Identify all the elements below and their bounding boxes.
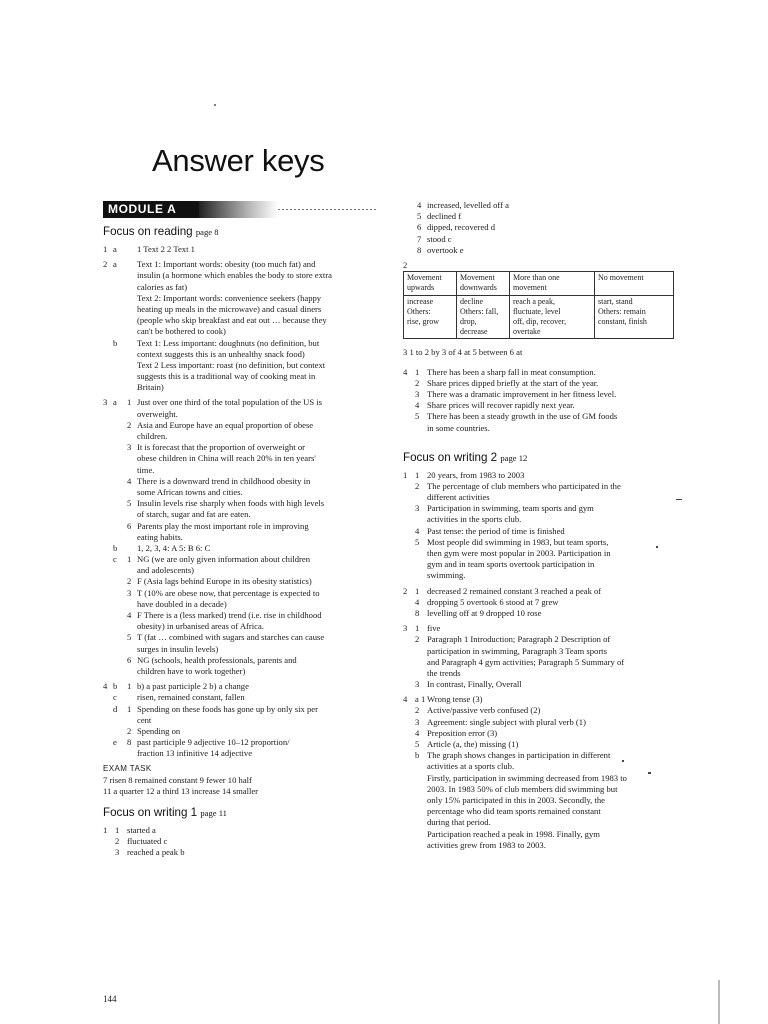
answer-line	[103, 338, 381, 349]
answer-line	[403, 646, 693, 657]
answer-line	[103, 632, 381, 643]
exam-line: 11 a quarter 12 a third 13 increase 14 smaller	[103, 785, 259, 796]
answer-number: 4	[127, 475, 132, 486]
answer-line	[103, 293, 381, 304]
answer-text: insulin (a hormone which enables the body to store extra	[137, 270, 332, 281]
answer-text: levelling off at 9 dropped 10 rose	[427, 607, 542, 618]
table-header-row	[404, 272, 674, 295]
answer-number: 1	[415, 469, 420, 480]
answer-number: 3	[415, 716, 420, 727]
answer-line	[103, 360, 381, 371]
answer-line	[103, 371, 381, 382]
q3-line: 3 1 to 2 by 3 of 4 at 5 between 6 at	[403, 347, 523, 358]
writing2-page-ref: page 12	[500, 452, 528, 463]
answer-number: 3	[415, 503, 420, 514]
stray-mark	[648, 772, 651, 774]
answer-text: Share prices will recover rapidly next year.	[427, 400, 575, 411]
answer-text: obese children in China will reach 20% in ten years'	[137, 453, 316, 464]
writing1-answers	[103, 825, 381, 859]
answer-line	[403, 829, 693, 840]
answer-number: a	[113, 259, 117, 270]
answer-line	[103, 409, 381, 420]
answer-text: Text 1: Important words: obesity (too much fat) and	[137, 259, 316, 270]
answer-text: F (Asia lags behind Europe in its obesity statistics)	[137, 576, 312, 587]
answer-line	[103, 532, 381, 543]
answer-number: 4	[415, 727, 420, 738]
answer-text: gym and in team sports overtook participation in	[427, 559, 595, 570]
answer-number: 8	[417, 244, 422, 255]
answer-text: calories as fat)	[137, 281, 188, 292]
spacer	[103, 797, 381, 805]
answer-line	[103, 836, 381, 847]
answer-line	[403, 211, 693, 222]
answer-text: activities at a sports club.	[427, 761, 515, 772]
answer-line	[103, 442, 381, 453]
answer-text: during that period.	[427, 817, 491, 828]
answer-line	[103, 576, 381, 587]
stray-mark	[214, 104, 216, 106]
answer-line	[103, 282, 381, 293]
answer-line	[403, 634, 693, 645]
answer-number: 4	[103, 681, 108, 692]
exam-task-heading: EXAM TASK	[103, 764, 152, 774]
answer-text: T (fat … combined with sugars and starches can cause	[137, 632, 325, 643]
answer-text: Past tense: the period of time is finished	[427, 525, 565, 536]
answer-line	[403, 586, 693, 597]
answer-number: 6	[127, 654, 132, 665]
table-cell: reach a peak, fluctuate, level off, dip, recover, overtake	[510, 295, 595, 339]
answer-line	[403, 679, 693, 690]
answer-text: heating up meals in the microwave) and casual diners	[137, 303, 322, 314]
answer-text: There was a dramatic improvement in her fitness level.	[427, 388, 617, 399]
answer-line	[403, 773, 693, 784]
answer-text: surges in insulin levels)	[137, 643, 219, 654]
answer-text: Text 1: Less important: doughnuts (no definition, but	[137, 337, 320, 348]
answer-text: The percentage of club members who participated in the	[427, 480, 621, 491]
reading-heading-text: Focus on reading	[103, 225, 193, 238]
answer-line	[403, 623, 693, 634]
answer-line	[103, 397, 381, 408]
answer-text: context suggests this is an unhealthy snack food)	[137, 348, 305, 359]
answer-line	[103, 692, 381, 703]
answer-line	[103, 599, 381, 610]
answer-text: fraction 13 infinitive 14 adjective	[137, 748, 253, 759]
answer-text: Spending on these foods has gone up by only six per	[137, 703, 318, 714]
answer-number: 4	[415, 596, 420, 607]
answer-number: 2	[115, 836, 120, 847]
answer-number: 2	[415, 377, 420, 388]
answer-text: Text 2 Less important: roast (no definition, but context	[137, 359, 326, 370]
answer-text: There has been a sharp fall in meat consumption.	[427, 366, 596, 377]
answer-number: 8	[415, 607, 420, 618]
table-header: No movement	[595, 272, 674, 295]
answer-line	[103, 543, 381, 554]
answer-line	[103, 644, 381, 655]
answer-text: There has been a steady growth in the use of GM foods	[427, 411, 618, 422]
writing1-continued	[403, 200, 693, 256]
answer-number: 1	[127, 397, 132, 408]
answer-line	[103, 315, 381, 326]
answer-text: Britain)	[137, 382, 164, 393]
writing2-answers	[403, 470, 693, 851]
answer-line	[103, 382, 381, 393]
answer-line	[103, 304, 381, 315]
answer-line	[403, 548, 693, 559]
answer-number: b	[113, 542, 118, 553]
answer-line	[403, 570, 693, 581]
answer-text: have doubled in a decade)	[137, 598, 227, 609]
answer-text: the trends	[427, 667, 461, 678]
answer-text: Article (a, the) missing (1)	[427, 739, 519, 749]
page-edge	[718, 980, 720, 1024]
answer-number: 1	[415, 623, 420, 634]
answer-line	[103, 554, 381, 565]
answer-text: NG (schools, health professionals, parents and	[137, 654, 297, 665]
answer-text: In contrast, Finally, Overall	[427, 679, 522, 690]
answer-number: 4	[403, 366, 408, 377]
answer-text: percentage who did team sports remained constant	[427, 806, 601, 817]
answer-line	[103, 715, 381, 726]
answer-number: 3	[103, 397, 108, 408]
answer-line	[403, 367, 693, 378]
answer-line	[103, 431, 381, 442]
table-cell: increase Others: rise, grow	[404, 295, 457, 339]
answer-number: 2	[415, 634, 420, 645]
page-number: 144	[103, 994, 117, 1004]
answer-line	[403, 597, 693, 608]
answer-number: 4	[403, 694, 408, 705]
answer-text: Firstly, participation in swimming decreased from 1983 to	[427, 772, 627, 783]
answer-line	[103, 498, 381, 509]
answer-text: suggests this is a traditional way of cooking meat in	[137, 371, 316, 382]
reading-page-ref: page 8	[195, 227, 219, 237]
answer-number: c	[113, 554, 117, 565]
answer-text: 1, 2, 3, 4: A 5: B 6: C	[137, 542, 211, 553]
answer-text: some African towns and cities.	[137, 486, 243, 497]
answer-number: 5	[417, 211, 422, 222]
answer-number: 1	[103, 244, 108, 254]
answer-number: 1	[127, 554, 132, 565]
writing2-heading	[403, 450, 693, 466]
answer-line	[103, 565, 381, 576]
answer-line	[103, 244, 381, 255]
answer-text: Active/passive verb confused (2)	[427, 705, 541, 716]
answer-number: 8	[127, 737, 132, 748]
answer-line	[403, 817, 693, 828]
answer-number: 3	[415, 388, 420, 399]
answer-line	[103, 420, 381, 431]
answer-number: 2	[127, 419, 132, 430]
table-row	[404, 295, 674, 339]
reading-heading	[103, 224, 381, 240]
answer-text: children.	[137, 431, 168, 441]
answer-text: reached a peak b	[127, 847, 185, 858]
answer-text: Spending on	[137, 725, 181, 736]
answer-text: past participle 9 adjective 10–12 proportion/	[137, 737, 290, 748]
answer-line	[403, 234, 693, 245]
answer-text: children have to work together)	[137, 665, 246, 676]
answer-text: b) a past participle 2 b) a change	[137, 681, 249, 692]
answer-text: in some countries.	[427, 422, 490, 433]
answer-line	[103, 509, 381, 520]
answer-line	[403, 694, 693, 705]
answer-number: 3	[127, 587, 132, 598]
answer-number: 4	[127, 610, 132, 620]
answer-line	[403, 840, 693, 851]
answer-text: Agreement: single subject with plural verb (1)	[427, 716, 586, 727]
module-banner-fade	[199, 201, 278, 218]
answer-line	[403, 739, 693, 750]
answer-line	[103, 588, 381, 599]
answer-text: and Paragraph 4 gym activities; Paragraph 5 Summary of	[427, 656, 625, 667]
module-rule	[278, 209, 378, 210]
stray-mark	[622, 760, 624, 762]
answer-number: 2	[127, 576, 132, 587]
answer-line	[103, 726, 381, 737]
answer-number: 1	[415, 366, 420, 377]
answer-line	[103, 453, 381, 464]
answer-number: 1	[115, 825, 120, 836]
table-number: 2	[403, 259, 408, 270]
answer-text: swimming.	[427, 570, 466, 581]
right-column	[403, 200, 693, 851]
answer-line	[103, 259, 381, 270]
answer-line	[103, 704, 381, 715]
answer-number: 3	[127, 442, 132, 453]
answer-line	[103, 681, 381, 692]
spacer	[403, 434, 693, 442]
answer-line	[403, 481, 693, 492]
answer-text: Paragraph 1 Introduction; Paragraph 2 Description of	[427, 634, 611, 645]
table-cell: start, stand Others: remain constant, finish	[595, 295, 674, 339]
answer-text: increased, levelled off a	[427, 200, 509, 210]
answer-number: 4	[415, 400, 420, 411]
answer-text: Insulin levels rise sharply when foods with high levels	[137, 498, 325, 509]
answer-number: 5	[127, 498, 132, 509]
answer-text: then gym were most popular in 2003. Participation in	[427, 548, 611, 558]
answer-number: 1	[415, 585, 420, 596]
answer-line	[103, 476, 381, 487]
answer-text: F There is a (less marked) trend (i.e. rise in childhood	[137, 610, 322, 620]
answer-text: eating habits.	[137, 531, 183, 542]
answer-text: (people who skip breakfast and eat out … because they	[137, 315, 327, 326]
answer-line	[403, 784, 693, 795]
answer-number: 5	[415, 536, 420, 547]
answer-line	[103, 521, 381, 532]
answer-line	[403, 657, 693, 668]
table-header: Movement downwards	[457, 272, 510, 295]
answer-text: can't be bothered to cook)	[137, 326, 226, 337]
answer-number: 1	[127, 703, 132, 714]
table-cell: decline Others: fall, drop, decrease	[457, 295, 510, 339]
answer-text: 20 years, from 1983 to 2003	[427, 469, 525, 480]
answer-number: 6	[127, 520, 132, 531]
q4-answers	[403, 367, 693, 434]
answer-text: obesity) in urbanised areas of Africa.	[137, 621, 264, 632]
answer-number: 3	[115, 847, 120, 858]
answer-line	[103, 270, 381, 281]
answer-line	[103, 487, 381, 498]
answer-number: b	[113, 681, 118, 692]
answer-number: 1	[103, 825, 108, 836]
answer-text: started a	[127, 825, 156, 836]
left-column	[103, 224, 381, 859]
answer-text: different activities	[427, 492, 490, 503]
answer-line	[403, 717, 693, 728]
answer-text: time.	[137, 464, 155, 475]
answer-number: 2	[103, 259, 108, 270]
answer-text: 1 Text 2 2 Text 1	[137, 244, 195, 254]
answer-line	[103, 825, 381, 836]
answer-text: stood c	[427, 233, 452, 244]
answer-line	[403, 245, 693, 256]
answer-line	[403, 411, 693, 422]
module-label: MODULE A	[108, 202, 177, 216]
answer-text: Text 2: Important words: convenience seekers (happy	[137, 292, 322, 303]
answer-text: risen, remained constant, fallen	[137, 692, 245, 703]
reading-answers	[103, 244, 381, 759]
answer-number: e	[113, 737, 117, 748]
answer-text: only 15% participated in this in 2003. Secondly, the	[427, 794, 605, 805]
answer-line	[403, 750, 693, 761]
answer-text: T (10% are obese now, that percentage is expected to	[137, 587, 320, 598]
answer-line	[403, 222, 693, 233]
answer-text: Participation reached a peak in 1998. Finally, gym	[427, 828, 600, 839]
spacer	[403, 359, 693, 367]
answer-text: and adolescents)	[137, 565, 195, 576]
page-title: Answer keys	[152, 143, 325, 178]
answer-line	[103, 465, 381, 476]
answer-number: c	[113, 692, 117, 703]
answer-line	[403, 514, 693, 525]
answer-text: participation in swimming, Paragraph 3 Team sports	[427, 645, 607, 656]
answer-line	[403, 400, 693, 411]
answer-line	[403, 608, 693, 619]
answer-number: 2	[415, 480, 420, 491]
answer-number: 2	[403, 585, 408, 596]
spacer	[403, 442, 693, 450]
answer-number: 5	[127, 632, 132, 643]
answer-text: Wrong tense (3)	[427, 694, 483, 705]
movement-table	[403, 271, 674, 339]
answer-line	[103, 326, 381, 337]
answer-text: declined f	[427, 211, 462, 222]
answer-line	[103, 655, 381, 666]
answer-number: 3	[415, 679, 420, 690]
answer-number: 1	[403, 469, 408, 480]
answer-line	[103, 737, 381, 748]
answer-line	[103, 666, 381, 677]
answer-number: 4	[415, 525, 420, 536]
answer-line	[403, 668, 693, 679]
writing2-heading-text: Focus on writing 2	[403, 450, 498, 464]
answer-text: cent	[137, 714, 152, 725]
answer-line	[103, 748, 381, 759]
answer-number: b	[415, 750, 420, 761]
answer-text: of starch, sugar and fat are eaten.	[137, 509, 251, 520]
writing1-heading	[103, 805, 381, 821]
answer-text: Asia and Europe have an equal proportion of obese	[137, 419, 314, 430]
answer-text: Preposition error (3)	[427, 727, 498, 738]
answer-number: 3	[403, 623, 408, 634]
stray-mark	[656, 546, 658, 548]
answer-text: Parents play the most important role in improving	[137, 520, 309, 531]
answer-line	[103, 610, 381, 621]
answer-text: NG (we are only given information about children	[137, 554, 311, 565]
answer-text: There is a downward trend in childhood obesity in	[137, 475, 311, 486]
answer-line	[403, 526, 693, 537]
writing1-heading-text: Focus on writing 1	[103, 806, 198, 820]
answer-line	[403, 559, 693, 570]
answer-text: activities in the sports club.	[427, 514, 522, 525]
answer-text: It is forecast that the proportion of overweight or	[137, 442, 306, 453]
answer-number: 5	[415, 411, 420, 422]
answer-text: five	[427, 623, 441, 634]
answer-number: a	[113, 244, 117, 254]
answer-number: d	[113, 703, 118, 714]
answer-line	[403, 470, 693, 481]
answer-line	[403, 492, 693, 503]
answer-number: a 1	[415, 694, 426, 705]
answer-line	[103, 847, 381, 858]
answer-text: Share prices dipped briefly at the start of the year.	[427, 377, 599, 388]
answer-line	[403, 503, 693, 514]
answer-number: 2	[415, 705, 420, 716]
answer-number: 4	[417, 200, 422, 210]
answer-line	[403, 806, 693, 817]
answer-text: activities grew from 1983 to 2003.	[427, 839, 546, 850]
answer-text: overtook e	[427, 244, 464, 255]
writing1-page-ref: page 11	[200, 808, 227, 819]
answer-line	[403, 423, 693, 434]
answer-line	[403, 761, 693, 772]
answer-line	[403, 200, 693, 211]
answer-text: Just over one third of the total population of the US is	[137, 397, 322, 408]
answer-line	[403, 389, 693, 400]
answer-text: decreased 2 remained constant 3 reached a peak of	[427, 585, 602, 596]
answer-number: a	[113, 397, 117, 408]
answer-number: 1	[127, 681, 132, 692]
answer-text: Participation in swimming, team sports and gym	[427, 503, 594, 514]
answer-text: 2003. In 1983 50% of club members did swimming but	[427, 783, 618, 794]
answer-number: 7	[417, 233, 422, 244]
answer-line	[403, 705, 693, 716]
answer-text: Most people did swimming in 1983, but team sports,	[427, 536, 609, 547]
answer-line	[403, 728, 693, 739]
answer-line	[403, 795, 693, 806]
answer-text: dropping 5 overtook 6 stood at 7 grew	[427, 596, 559, 607]
answer-number: 2	[127, 725, 132, 736]
answer-text: The graph shows changes in participation in different	[427, 750, 611, 761]
stray-mark	[676, 499, 682, 500]
table-header: Movement upwards	[404, 272, 457, 295]
answer-text: fluctuated c	[127, 836, 168, 847]
answer-line	[403, 537, 693, 548]
spacer	[403, 339, 693, 347]
answer-number: 5	[415, 739, 420, 749]
answer-text: overweight.	[137, 408, 178, 419]
exam-line: 7 risen 8 remained constant 9 fewer 10 half	[103, 774, 252, 785]
answer-line	[103, 349, 381, 360]
answer-text: dipped, recovered d	[427, 222, 496, 233]
table-header: More than one movement	[510, 272, 595, 295]
answer-number: 6	[417, 222, 422, 233]
answer-number: b	[113, 337, 118, 348]
answer-line	[403, 378, 693, 389]
answer-line	[103, 621, 381, 632]
module-banner	[103, 201, 278, 218]
